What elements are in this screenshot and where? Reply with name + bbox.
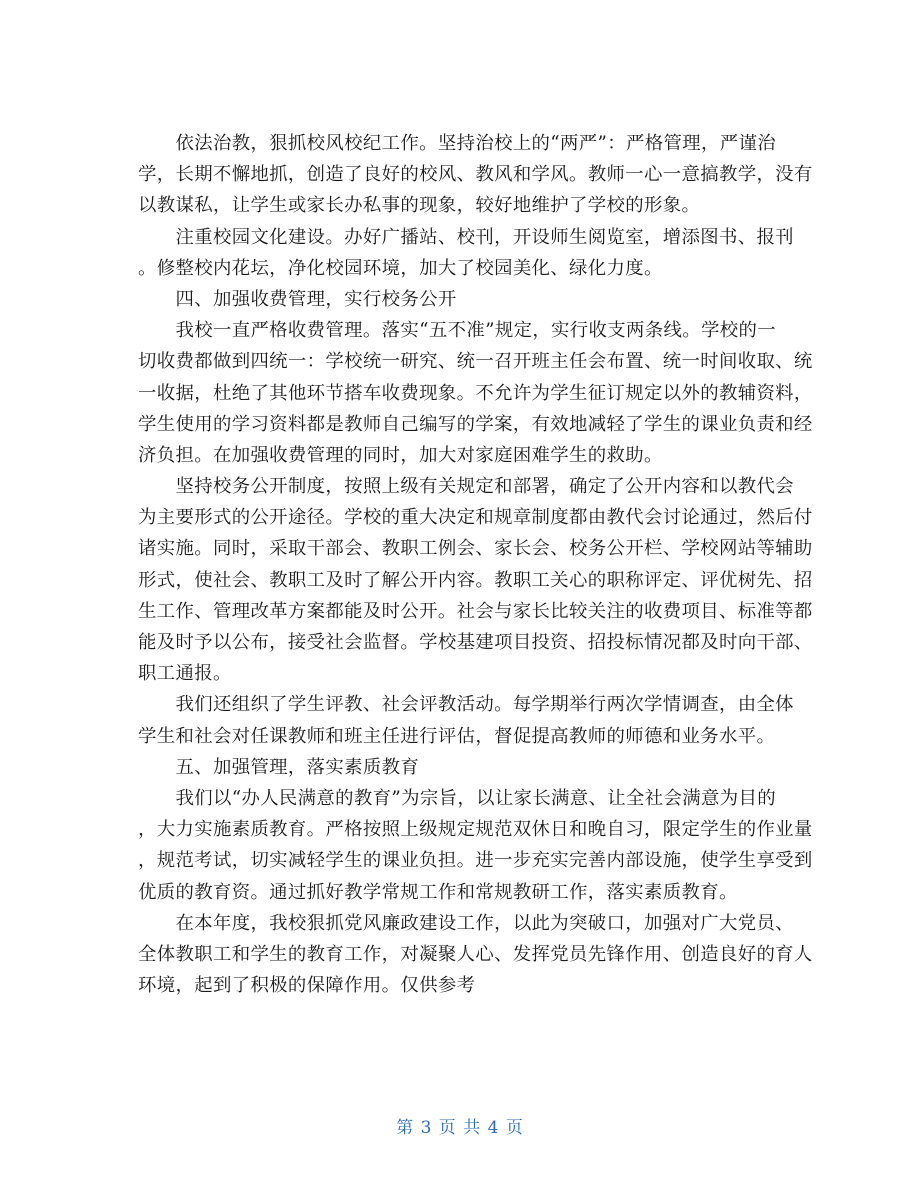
text-line: ，大力实施素质教育。严格按照上级规定规范双休日和晚自习，限定学生的作业量	[138, 819, 813, 841]
text-line: 我校一直严格收费管理。落实“五不准”规定，实行收支两条线。学校的一	[138, 320, 776, 342]
text-line: 我们还组织了学生评教、社会评教活动。每学期举行两次学情调查，由全体	[138, 694, 794, 716]
text-line: 以教谋私，让学生或家长办私事的现象，较好地维护了学校的形象。	[138, 195, 701, 217]
footer-current-page: 3	[420, 1118, 433, 1138]
page-footer	[0, 1113, 920, 1138]
text-line: 形式，使社会、教职工及时了解公开内容。教职工关心的职称评定、评优树先、招	[138, 569, 813, 591]
text-line: 依法治教，狠抓校风校纪工作。坚持治校上的“两严”：严格管理，严谨治	[138, 133, 776, 154]
text-line: 诸实施。同时，采取干部会、教职工例会、家长会、校务公开栏、学校网站等辅助	[138, 538, 813, 560]
text-line: 在本年度，我校狠抓党风廉政建设工作，以此为突破口，加强对广大党员、	[138, 912, 794, 934]
text-line: 我们以“办人民满意的教育”为宗旨，以让家长满意、让全社会满意为目的	[138, 787, 776, 809]
text-line: 一收据，杜绝了其他环节搭车收费现象。不允许为学生征订规定以外的教辅资料，	[138, 382, 813, 404]
text-line: 切收费都做到四统一：学校统一研究、统一召开班主任会布置、统一时间收取、统	[138, 351, 813, 373]
text-line: 坚持校务公开制度，按照上级有关规定和部署，确定了公开内容和以教代会	[138, 476, 794, 498]
document-body	[138, 128, 813, 1001]
footer-middle: 页 共	[438, 1118, 482, 1138]
text-line: 四、加强收费管理，实行校务公开	[138, 288, 457, 310]
text-line: 生工作、管理改革方案都能及时公开。社会与家长比较关注的收费项目、标准等都	[138, 600, 813, 622]
text-line: 。修整校内花坛，净化校园环境，加大了校园美化、绿化力度。	[138, 257, 663, 279]
text-line: 学生使用的学习资料都是教师自己编写的学案，有效地减轻了学生的课业负责和经	[138, 413, 813, 435]
text-line: 学，长期不懈地抓，创造了良好的校风、教风和学风。教师一心一意搞教学，没有	[138, 164, 813, 186]
text-line: 全体教职工和学生的教育工作，对凝聚人心、发挥党员先锋作用、创造良好的育人	[138, 943, 813, 965]
footer-total-pages: 4	[487, 1118, 500, 1138]
footer-prefix: 第	[396, 1118, 415, 1138]
text-line: 五、加强管理，落实素质教育	[138, 756, 420, 778]
text-line: ，规范考试，切实减轻学生的课业负担。进一步充实完善内部设施，使学生享受到	[138, 850, 813, 872]
text-line: 职工通报。	[138, 663, 232, 685]
footer-suffix: 页	[505, 1118, 524, 1138]
text-line: 能及时予以公布，接受社会监督。学校基建项目投资、招投标情况都及时向干部、	[138, 632, 813, 653]
text-line: 环境，起到了积极的保障作用。仅供参考	[138, 975, 476, 997]
text-line: 为主要形式的公开途径。学校的重大决定和规章制度都由教代会讨论通过，然后付	[138, 507, 813, 529]
text-line: 学生和社会对任课教师和班主任进行评估，督促提高教师的师德和业务水平。	[138, 725, 776, 747]
text-line: 济负担。在加强收费管理的同时，加大对家庭困难学生的救助。	[138, 444, 663, 466]
text-line: 注重校园文化建设。办好广播站、校刊，开设师生阅览室，增添图书、报刊	[138, 226, 794, 248]
text-line: 优质的教育资。通过抓好教学常规工作和常规教研工作，落实素质教育。	[138, 881, 738, 903]
